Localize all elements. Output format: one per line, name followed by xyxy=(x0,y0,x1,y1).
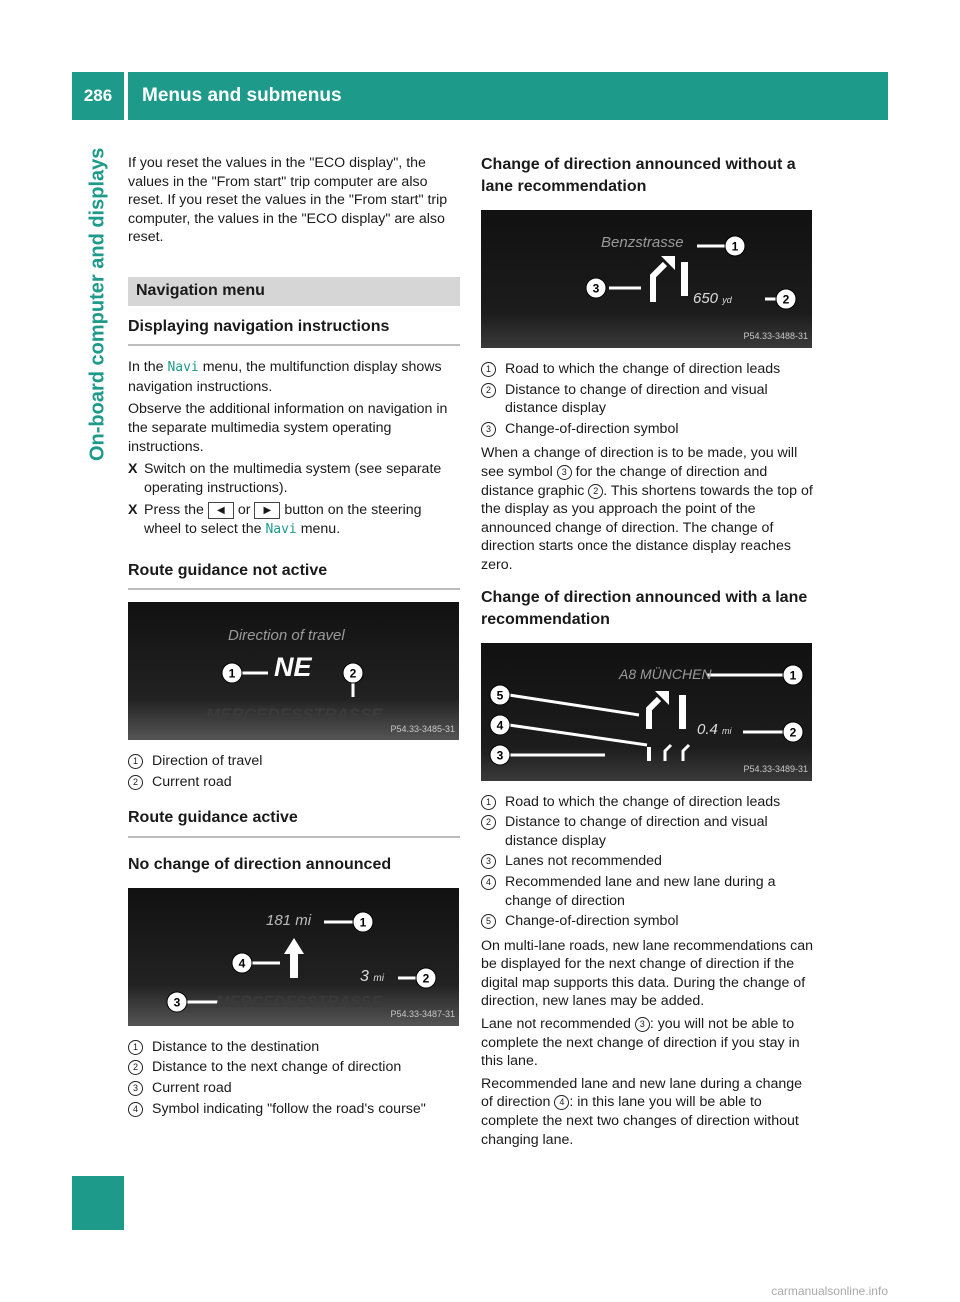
legend-number: 3 xyxy=(481,422,496,437)
legend-number: 2 xyxy=(128,775,143,790)
callout-number: 3 xyxy=(173,995,181,1010)
callout-number: 1 xyxy=(789,668,797,683)
observe-paragraph: Observe the additional information on navigation in the separate multimedia system operating instructions. xyxy=(128,401,448,455)
legend-item xyxy=(481,420,813,439)
fig2-code: P54.33-3487-31 xyxy=(390,1009,455,1020)
text: Road to which the change of direction leads xyxy=(505,361,781,377)
text: Lane not recommended xyxy=(481,1016,635,1033)
callout-number: 2 xyxy=(782,292,790,307)
with-lane-heading: Change of direction announced with a lane recommendation xyxy=(481,588,808,628)
text: Press the xyxy=(144,502,208,519)
navigation-menu-heading: Navigation menu xyxy=(128,277,460,306)
fig1-code: P54.33-3485-31 xyxy=(390,723,455,734)
displaying-heading: Displaying navigation instructions xyxy=(128,318,460,347)
legend-item xyxy=(128,1100,460,1119)
text: Road to which the change of direction leads xyxy=(505,793,781,810)
fig2-next xyxy=(360,968,384,989)
legend-item xyxy=(481,360,813,379)
legend-number: 3 xyxy=(128,1081,143,1096)
text: Current road xyxy=(152,773,232,790)
not-active-heading: Route guidance not active xyxy=(128,562,460,591)
distance-bar xyxy=(679,695,686,729)
text: Distance to change of direction and visual distance display xyxy=(505,381,768,417)
text: In the xyxy=(128,359,168,376)
right-column xyxy=(481,154,813,1153)
without-lane-heading: Change of direction announced without a lane recommendation xyxy=(481,156,796,195)
callout-number: 1 xyxy=(228,666,236,681)
fig3-distance xyxy=(693,290,732,310)
side-tab-block xyxy=(72,1176,124,1230)
text: menu. xyxy=(296,520,341,537)
legend-1 xyxy=(128,752,460,791)
ref-number: 4 xyxy=(554,1095,569,1110)
callout-number: 3 xyxy=(496,748,504,763)
figure-with-lane xyxy=(481,643,812,781)
right-arrow-key-icon: ▶ xyxy=(254,502,280,519)
fig2-road: MERCEDESSTRASSE xyxy=(216,993,383,1011)
page-title: Menus and submenus xyxy=(128,72,888,120)
callout-number: 4 xyxy=(238,956,246,971)
navi-label: Navi xyxy=(167,360,199,376)
figure-route-not-active xyxy=(128,602,459,740)
text: Lanes not recommended xyxy=(505,853,662,870)
side-tab-label: On-board computer and displays xyxy=(86,148,109,462)
recommended-lane-paragraph xyxy=(481,1075,813,1149)
fig1-title: Direction of travel xyxy=(228,627,345,645)
legend-number: 2 xyxy=(481,383,496,398)
text: : in this lane you will be able to complete the next two changes of direction without changing lane. xyxy=(481,1094,799,1148)
text: Distance to change of direction and visual distance display xyxy=(505,814,768,849)
legend-item xyxy=(128,1079,460,1098)
left-column xyxy=(128,154,460,1120)
text: Direction of travel xyxy=(152,753,263,770)
legend-item xyxy=(128,773,460,792)
legend-number: 4 xyxy=(128,1102,143,1117)
legend-item xyxy=(481,912,813,931)
legend-item xyxy=(481,873,813,910)
legend-item xyxy=(481,381,813,418)
page-number: 286 xyxy=(72,72,124,120)
text: Symbol indicating "follow the road's course" xyxy=(152,1100,426,1117)
fig3-road: Benzstrasse xyxy=(601,234,684,251)
legend-item xyxy=(128,1038,460,1057)
text: : you will not be able to complete the next change of direction if you stay in this lane. xyxy=(481,1016,800,1070)
text: Recommended lane and new lane during a change of direction xyxy=(481,1075,803,1111)
lane-not-recommended-paragraph xyxy=(481,1015,813,1071)
text: Change-of-direction symbol xyxy=(505,913,679,930)
fig4-distance xyxy=(697,721,732,741)
text: menu, the multifunction display shows navigation instructions. xyxy=(128,359,442,395)
text: Distance to the destination xyxy=(152,1038,320,1055)
text: Distance to the next change of direction xyxy=(152,1059,402,1076)
text: 0.4 xyxy=(697,720,718,738)
callout-number: 3 xyxy=(592,281,600,296)
callout-number: 2 xyxy=(349,666,357,681)
step-icon: X xyxy=(128,502,138,519)
ref-number: 3 xyxy=(557,465,572,480)
navi-label: Navi xyxy=(265,521,297,537)
fig1-direction: NE xyxy=(274,652,312,683)
callout-number: 2 xyxy=(789,725,797,740)
step-press-button xyxy=(128,501,460,539)
step-switch-on xyxy=(128,460,460,497)
legend-number: 1 xyxy=(481,362,496,377)
figure-without-lane xyxy=(481,210,812,348)
fig2-distance: 181 mi xyxy=(266,911,312,929)
text: Current road xyxy=(152,1080,232,1097)
navi-paragraph xyxy=(128,358,460,396)
text: yd xyxy=(722,295,732,305)
text: When a change of direction is to be made, you will see symbol xyxy=(481,445,798,480)
text: 3 xyxy=(360,967,369,985)
legend-4 xyxy=(481,793,813,931)
fig4-road: A8 MÜNCHEN xyxy=(619,665,712,682)
legend-number: 1 xyxy=(481,795,496,810)
callout-number: 1 xyxy=(359,915,367,930)
fig4-code: P54.33-3489-31 xyxy=(743,763,808,774)
legend-item xyxy=(128,752,460,771)
no-change-heading: No change of direction announced xyxy=(128,855,392,873)
text: 650 xyxy=(693,290,719,307)
fig3-code: P54.33-3488-31 xyxy=(743,331,808,342)
legend-number: 2 xyxy=(481,815,496,830)
text: mi xyxy=(373,972,384,984)
footer-watermark: carmanualsonline.info xyxy=(771,1284,888,1298)
text: Switch on the multimedia system (see separate operating instructions). xyxy=(144,461,442,496)
text: for the change of direction and distance graphic xyxy=(481,463,768,499)
legend-2 xyxy=(128,1038,460,1118)
legend-item xyxy=(481,852,813,871)
text: Change-of-direction symbol xyxy=(505,420,679,437)
legend-number: 2 xyxy=(128,1060,143,1075)
legend-3 xyxy=(481,360,813,438)
legend-item xyxy=(128,1058,460,1077)
intro-paragraph: If you reset the values in the "ECO display", the values in the "From start" trip computer are also reset. If you reset the values in the "From start" trip computer, the values in the "ECO display" are also reset. xyxy=(128,155,448,246)
legend-number: 3 xyxy=(481,854,496,869)
callout-number: 4 xyxy=(496,718,504,733)
callout-number: 5 xyxy=(496,688,504,703)
legend-number: 5 xyxy=(481,914,496,929)
callout-number: 2 xyxy=(422,971,430,986)
legend-number: 1 xyxy=(128,1040,143,1055)
text: mi xyxy=(722,725,732,736)
text: Recommended lane and new lane during a change of direction xyxy=(505,873,776,909)
callout-number: 1 xyxy=(731,239,739,254)
text: . This shortens towards the top of the display as you approach the point of the announced change of direction. The change of direction starts once the distance display reaches zero. xyxy=(481,482,813,573)
left-arrow-key-icon: ◀ xyxy=(208,502,234,519)
lane-arrow-icon xyxy=(647,747,651,761)
legend-number: 1 xyxy=(128,754,143,769)
figure-no-change xyxy=(128,888,459,1026)
ref-number: 2 xyxy=(588,484,603,499)
text: or xyxy=(233,502,255,519)
text: button on the steering wheel to select the xyxy=(144,502,422,537)
ref-number: 3 xyxy=(635,1017,650,1032)
legend-item xyxy=(481,813,813,850)
legend-item xyxy=(481,793,813,812)
distance-bar xyxy=(681,262,688,296)
active-heading: Route guidance active xyxy=(128,809,460,838)
step-icon: X xyxy=(128,461,138,478)
legend-number: 4 xyxy=(481,875,496,890)
fig1-road: MERCEDESSTRASSE xyxy=(206,705,383,725)
multi-lane-paragraph: On multi-lane roads, new lane recommendations can be displayed for the next change of direction if the digital map supports this data. During the change of direction, new lanes may be added. xyxy=(481,937,813,1010)
when-paragraph xyxy=(481,444,813,574)
